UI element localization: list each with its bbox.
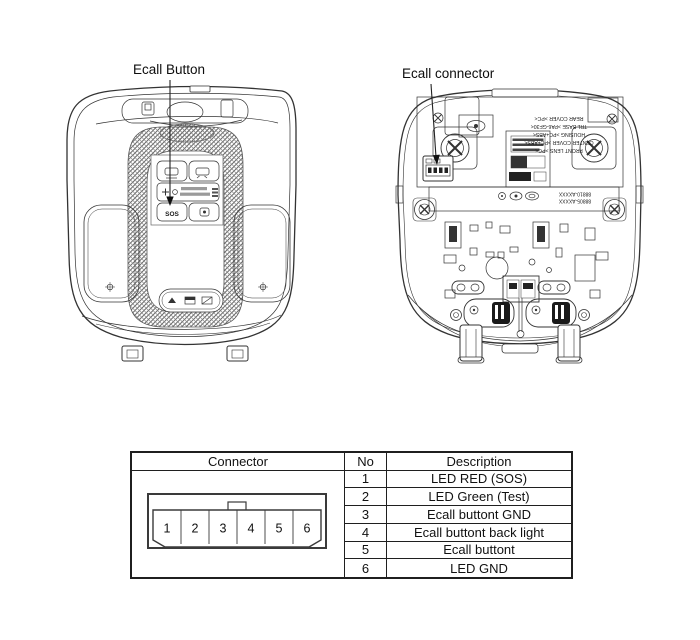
pin-2: 2: [191, 521, 199, 535]
header-no: No: [345, 453, 387, 471]
row-6-description: LED GND: [450, 560, 508, 576]
ecall-button-label: Ecall Button: [133, 62, 206, 77]
header-connector: Connector: [132, 453, 345, 471]
pin-3: 3: [219, 521, 227, 535]
connector-pinout-drawing: [147, 493, 327, 549]
row-5-description: Ecall buttont: [387, 542, 571, 560]
part-number-text: [558, 191, 591, 204]
row-3-no: 3: [345, 506, 387, 524]
mounting-tab-left: [122, 346, 143, 361]
mounting-leg-left: [458, 325, 484, 363]
svg-text:88805-AXXXX: 88805-AXXXX: [558, 197, 592, 204]
ecall-connector-label: Ecall connector: [402, 66, 495, 81]
pin-5: 5: [275, 521, 283, 535]
mounting-tab-right: [227, 346, 248, 361]
row-1-description: LED RED (SOS): [387, 471, 571, 489]
sos-button-label: SOS: [165, 211, 179, 218]
svg-text:CENTER COVER >PC+ABS<: CENTER COVER >PC+ABS<: [524, 139, 594, 145]
row-6-no: 6: [345, 559, 387, 577]
row-4-description: Ecall buttont back light: [387, 524, 571, 542]
svg-text:88810-AXXXX: 88810-AXXXX: [558, 190, 592, 197]
row-1-no: 1: [345, 471, 387, 489]
connector-pin-table: [130, 451, 573, 579]
connector-lock-tab: [228, 502, 246, 511]
pin-1: 1: [163, 521, 171, 535]
header-description: Description: [387, 453, 571, 471]
svg-text:TRL BASE >PA6-GF30<: TRL BASE >PA6-GF30<: [530, 123, 588, 129]
sunroof-switch-cluster: [159, 289, 223, 312]
svg-text:HOUSING >PC+ABS<: HOUSING >PC+ABS<: [532, 131, 586, 137]
pin-4: 4: [247, 521, 255, 535]
row-2-description: LED Green (Test): [387, 488, 571, 506]
connector-drawing-cell: [132, 471, 345, 578]
button-panel: [151, 155, 223, 225]
row-4-no: 4: [345, 524, 387, 542]
overhead-console-rear-view: [396, 89, 643, 363]
row-5-no: 5: [345, 542, 387, 560]
row-3-description: Ecall buttont GND: [387, 506, 571, 524]
row-2-no: 2: [345, 488, 387, 506]
mounting-leg-right: [556, 325, 582, 363]
overhead-console-front-view: [67, 86, 296, 361]
svg-text:REAR COVER >PC<: REAR COVER >PC<: [534, 115, 584, 121]
svg-text:FRONT LENS >PC<: FRONT LENS >PC<: [535, 147, 583, 153]
pin-6: 6: [303, 521, 311, 535]
